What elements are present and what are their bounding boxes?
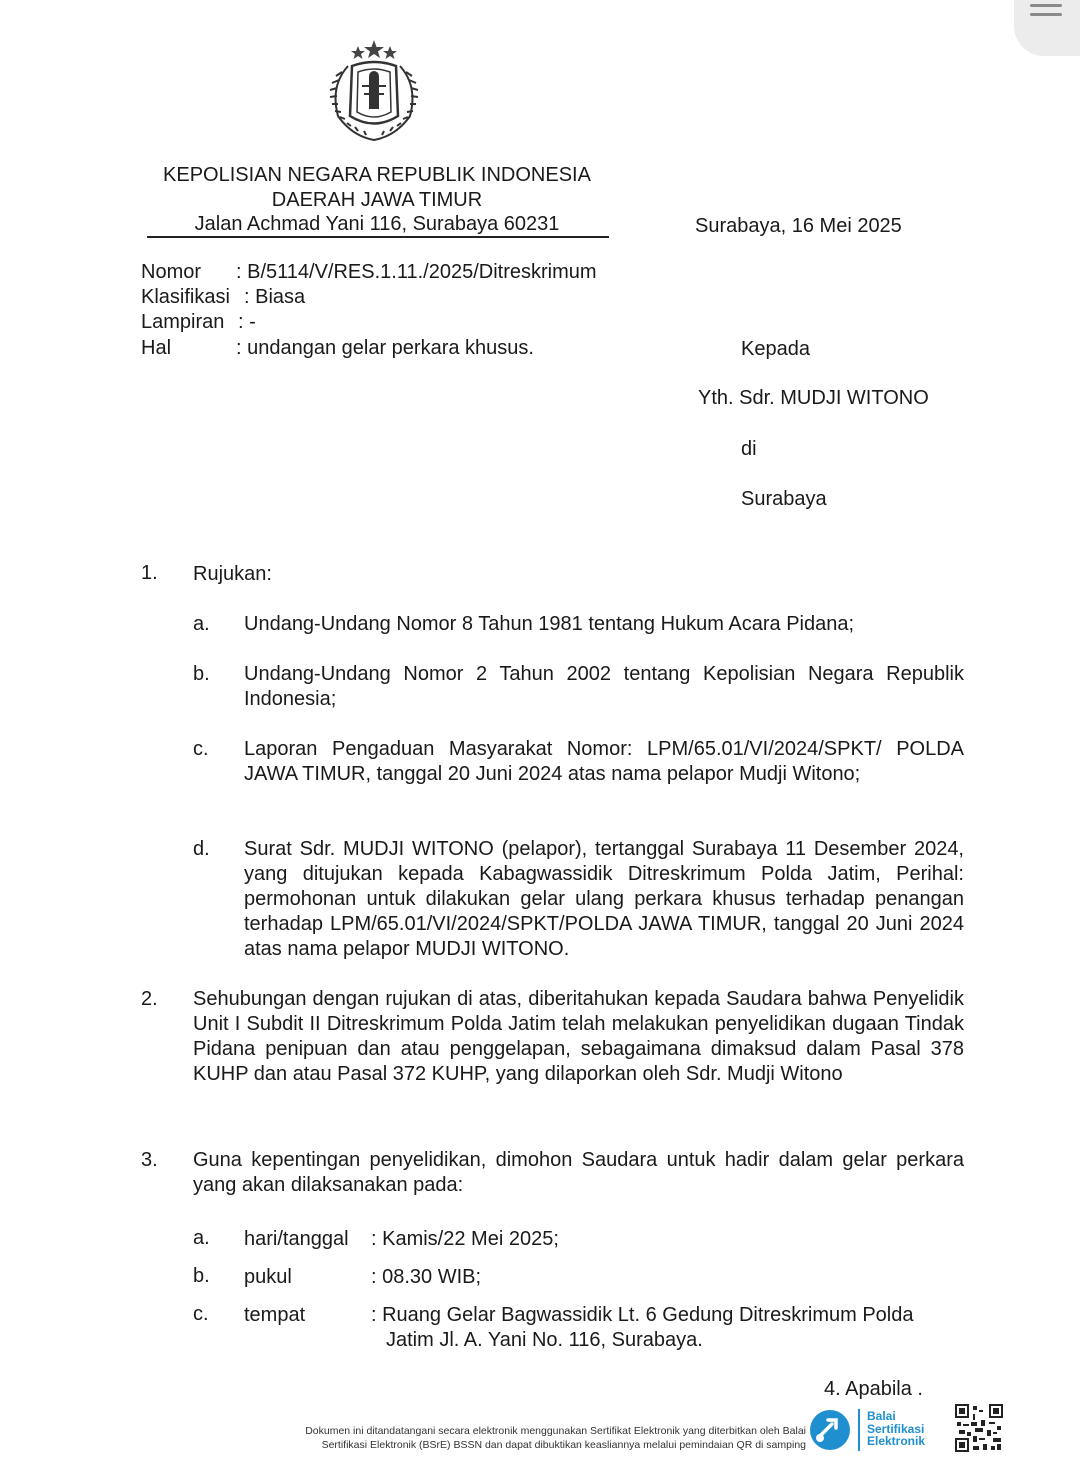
ref-b-text: Undang-Undang Nomor 2 Tahun 2002 tentang Kepolisian Negara Republik Indonesia; — [244, 663, 964, 710]
police-emblem-logo — [312, 36, 436, 146]
hamburger-icon — [1030, 4, 1062, 7]
hamburger-icon-bar — [1030, 13, 1062, 16]
meta-label-nomor: Nomor — [141, 261, 202, 283]
esign-notice-line2: Sertifikasi Elektronik (BSrE) BSSN dan dapat dibuktikan keasliannya melalui pemindaian QR di samping — [321, 1439, 806, 1451]
ref-a-text: Undang-Undang Nomor 8 Tahun 1981 tentang Hukum Acara Pidana; — [244, 613, 855, 635]
place-date: Surabaya, 16 Mei 2025 — [695, 215, 902, 237]
meta-label-lampiran: Lampiran — [141, 311, 225, 333]
verification-qr-code[interactable] — [955, 1404, 1003, 1452]
recipient-city: Surabaya — [741, 488, 827, 510]
ref-b-letter: b. — [193, 663, 210, 685]
recipient-di: di — [741, 438, 757, 460]
schedule-place-value: : Ruang Gelar Bagwassidik Lt. 6 Gedung Ditreskrimum Polda — [371, 1304, 914, 1326]
bsre-line3: Elektronik — [867, 1434, 926, 1448]
section3-text: Guna kepentingan penyelidikan, dimohon Saudara untuk hadir dalam gelar perkara yang akan dilaksanakan pada: — [193, 1149, 964, 1196]
meta-value-lampiran: : - — [238, 311, 256, 333]
meta-value-hal: : undangan gelar perkara khusus. — [236, 337, 534, 359]
menu-button[interactable] — [1014, 0, 1080, 56]
ref-d-text: Surat Sdr. MUDJI WITONO (pelapor), tertanggal Surabaya 11 Desember 2024, yang ditujukan kepada Kabagwassidik Ditreskrimum Polda Jatim, Perihal: permohonan untuk dilakukan gelar ulang perkara khusus terhadap penangan terhadap LPM/65.01/VI/2024/SPKT/POLDA JAWA TIMUR, tanggal 20 Juni 2024 atas nama pelapor MUDJI WITONO. — [244, 838, 964, 960]
ref-c-text: Laporan Pengaduan Masyarakat Nomor: LPM/65.01/VI/2024/SPKT/ POLDA JAWA TIMUR, tanggal 20 Juni 2024 atas nama pelapor Mudji Witono; — [244, 738, 964, 785]
header-underline — [147, 236, 609, 238]
bsre-line1: Balai — [867, 1409, 896, 1423]
section1-number: 1. — [141, 562, 158, 584]
meta-label-klasifikasi: Klasifikasi — [141, 286, 230, 308]
recipient-name: Yth. Sdr. MUDJI WITONO — [698, 387, 929, 409]
section1-title: Rujukan: — [193, 563, 272, 585]
schedule-time-value: : 08.30 WIB; — [371, 1266, 482, 1288]
recipient-kepada: Kepada — [741, 338, 810, 360]
schedule-time-label: pukul — [244, 1266, 292, 1288]
ref-c-letter: c. — [193, 738, 209, 760]
meta-value-klasifikasi: : Biasa — [244, 286, 306, 308]
schedule-place-label: tempat — [244, 1304, 306, 1326]
esign-notice-line1: Dokumen ini ditandatangani secara elektronik menggunakan Sertifikat Elektronik yang diterbitkan oleh Balai — [305, 1425, 806, 1437]
meta-label-hal: Hal — [141, 337, 172, 359]
section3-number: 3. — [141, 1149, 158, 1171]
schedule-date-label: hari/tanggal — [244, 1228, 349, 1250]
section2-number: 2. — [141, 988, 158, 1010]
schedule-b-letter: b. — [193, 1265, 210, 1287]
bsre-line2: Sertifikasi — [867, 1421, 925, 1436]
agency-name: KEPOLISIAN NEGARA REPUBLIK INDONESIA — [163, 164, 591, 186]
ref-a-letter: a. — [193, 613, 210, 635]
esign-notice — [222, 1424, 806, 1452]
section2-text: Sehubungan dengan rujukan di atas, diberitahukan kepada Saudara bahwa Penyelidik Unit I Subdit II Ditreskrimum Polda Jatim telah melakukan penyelidikan dugaan Tindak Pidana penipuan dan atau penggelapan, sebagaimana dimaksud dalam Pasal 378 KUHP dan atau Pasal 372 KUHP, yang dilaporkan oleh Sdr. Mudji Witono — [193, 988, 964, 1085]
schedule-date-value: : Kamis/22 Mei 2025; — [371, 1228, 559, 1250]
schedule-c-letter: c. — [193, 1303, 209, 1325]
bsre-wordmark — [867, 1410, 925, 1448]
continuation-note: 4. Apabila . — [824, 1378, 923, 1400]
schedule-a-letter: a. — [193, 1227, 210, 1249]
ref-d-letter: d. — [193, 838, 210, 860]
schedule-place-value-cont: Jatim Jl. A. Yani No. 116, Surabaya. — [386, 1329, 703, 1351]
meta-value-nomor: : B/5114/V/RES.1.11./2025/Ditreskrimum — [236, 261, 597, 283]
agency-region: DAERAH JAWA TIMUR — [271, 189, 483, 211]
agency-address: Jalan Achmad Yani 116, Surabaya 60231 — [194, 213, 560, 235]
